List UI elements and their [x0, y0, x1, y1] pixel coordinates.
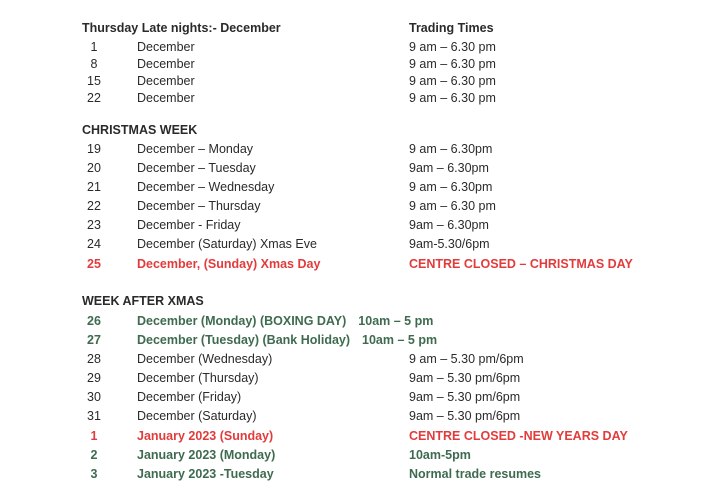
day-number: 22 [87, 199, 101, 213]
day-description: December [137, 57, 195, 71]
trading-time: 9 am – 6.30 pm [409, 57, 496, 71]
day-number: 23 [87, 218, 101, 232]
day-number: 31 [87, 409, 101, 423]
closed-notice: CENTRE CLOSED -NEW YEARS DAY [409, 429, 628, 443]
trading-time: 9 am – 6.30pm [409, 180, 493, 194]
day-description: December - Friday [137, 218, 241, 232]
trading-time: 9am – 6.30pm [409, 161, 489, 175]
day-number: 1 [90, 40, 98, 54]
day-description: December – Tuesday [137, 161, 256, 175]
trading-time: 9am – 5.30 pm/6pm [409, 390, 521, 404]
table-row [0, 369, 708, 387]
day-description: December (Saturday) [137, 409, 257, 423]
table-row [0, 350, 708, 368]
day-description: December [137, 91, 195, 105]
day-number: 28 [87, 352, 101, 366]
table-row-holiday [0, 465, 708, 483]
day-number: 20 [87, 161, 101, 175]
table-row [0, 216, 708, 234]
day-description: December (Monday) (BOXING DAY) [137, 314, 347, 328]
day-number: 27 [87, 333, 101, 347]
table-row [0, 55, 708, 73]
table-row-holiday [0, 312, 708, 330]
trading-time: 9am-5.30/6pm [409, 237, 490, 251]
day-description: December (Friday) [137, 390, 242, 404]
table-row [0, 235, 708, 253]
day-description: December (Wednesday) [137, 352, 273, 366]
table-row-holiday [0, 446, 708, 464]
day-description: January 2023 (Sunday) [137, 429, 274, 443]
day-number: 29 [87, 371, 101, 385]
day-description: January 2023 (Monday) [137, 448, 276, 462]
trading-times-heading: Trading Times [409, 21, 494, 35]
table-row [0, 178, 708, 196]
section-heading-row [0, 292, 708, 310]
day-number: 30 [87, 390, 101, 404]
holiday-line [137, 312, 433, 330]
table-row [0, 159, 708, 177]
day-number: 15 [87, 74, 101, 88]
day-description: December (Thursday) [137, 371, 259, 385]
table-row [0, 407, 708, 425]
trading-time: 9 am – 6.30 pm [409, 74, 496, 88]
day-description: December, (Sunday) Xmas Day [137, 257, 321, 271]
day-number: 3 [90, 467, 98, 481]
day-number: 21 [87, 180, 101, 194]
trading-time: Normal trade resumes [409, 467, 542, 481]
table-row [0, 72, 708, 90]
day-number: 26 [87, 314, 101, 328]
day-number: 24 [87, 237, 101, 251]
day-description: December (Tuesday) (Bank Holiday) [137, 333, 351, 347]
trading-time: 10am-5pm [409, 448, 471, 462]
day-number: 25 [87, 257, 101, 271]
late-nights-title: Thursday Late nights:- December [82, 21, 281, 35]
table-row-closed [0, 255, 708, 273]
trading-time: 9 am – 6.30 pm [409, 199, 496, 213]
day-description: December – Wednesday [137, 180, 275, 194]
table-row [0, 388, 708, 406]
table-row [0, 140, 708, 158]
table-row-holiday [0, 331, 708, 349]
day-number: 19 [87, 142, 101, 156]
closed-notice: CENTRE CLOSED – CHRISTMAS DAY [409, 257, 633, 271]
day-description: December – Thursday [137, 199, 261, 213]
day-number: 22 [87, 91, 101, 105]
day-description: December [137, 40, 195, 54]
week-after-xmas-heading: WEEK AFTER XMAS [82, 294, 204, 308]
header-row [0, 19, 708, 37]
day-description: December – Monday [137, 142, 254, 156]
day-number: 8 [90, 57, 98, 71]
day-number: 2 [90, 448, 98, 462]
trading-time: 9 am – 6.30 pm [409, 91, 496, 105]
table-row [0, 197, 708, 215]
trading-time: 10am – 5 pm [362, 333, 438, 347]
christmas-week-heading: CHRISTMAS WEEK [82, 123, 198, 137]
day-number: 1 [90, 429, 98, 443]
day-description: December [137, 74, 195, 88]
day-description: January 2023 -Tuesday [137, 467, 274, 481]
table-row [0, 89, 708, 107]
trading-time: 9am – 6.30pm [409, 218, 489, 232]
trading-time: 9 am – 5.30 pm/6pm [409, 352, 524, 366]
trading-time: 9 am – 6.30 pm [409, 40, 496, 54]
section-heading-row [0, 121, 708, 139]
trading-time: 9 am – 6.30pm [409, 142, 493, 156]
trading-time: 9am – 5.30 pm/6pm [409, 371, 521, 385]
table-row-closed [0, 427, 708, 445]
trading-time: 9am – 5.30 pm/6pm [409, 409, 521, 423]
trading-time: 10am – 5 pm [358, 314, 434, 328]
day-description: December (Saturday) Xmas Eve [137, 237, 317, 251]
holiday-line [137, 331, 437, 349]
table-row [0, 38, 708, 56]
